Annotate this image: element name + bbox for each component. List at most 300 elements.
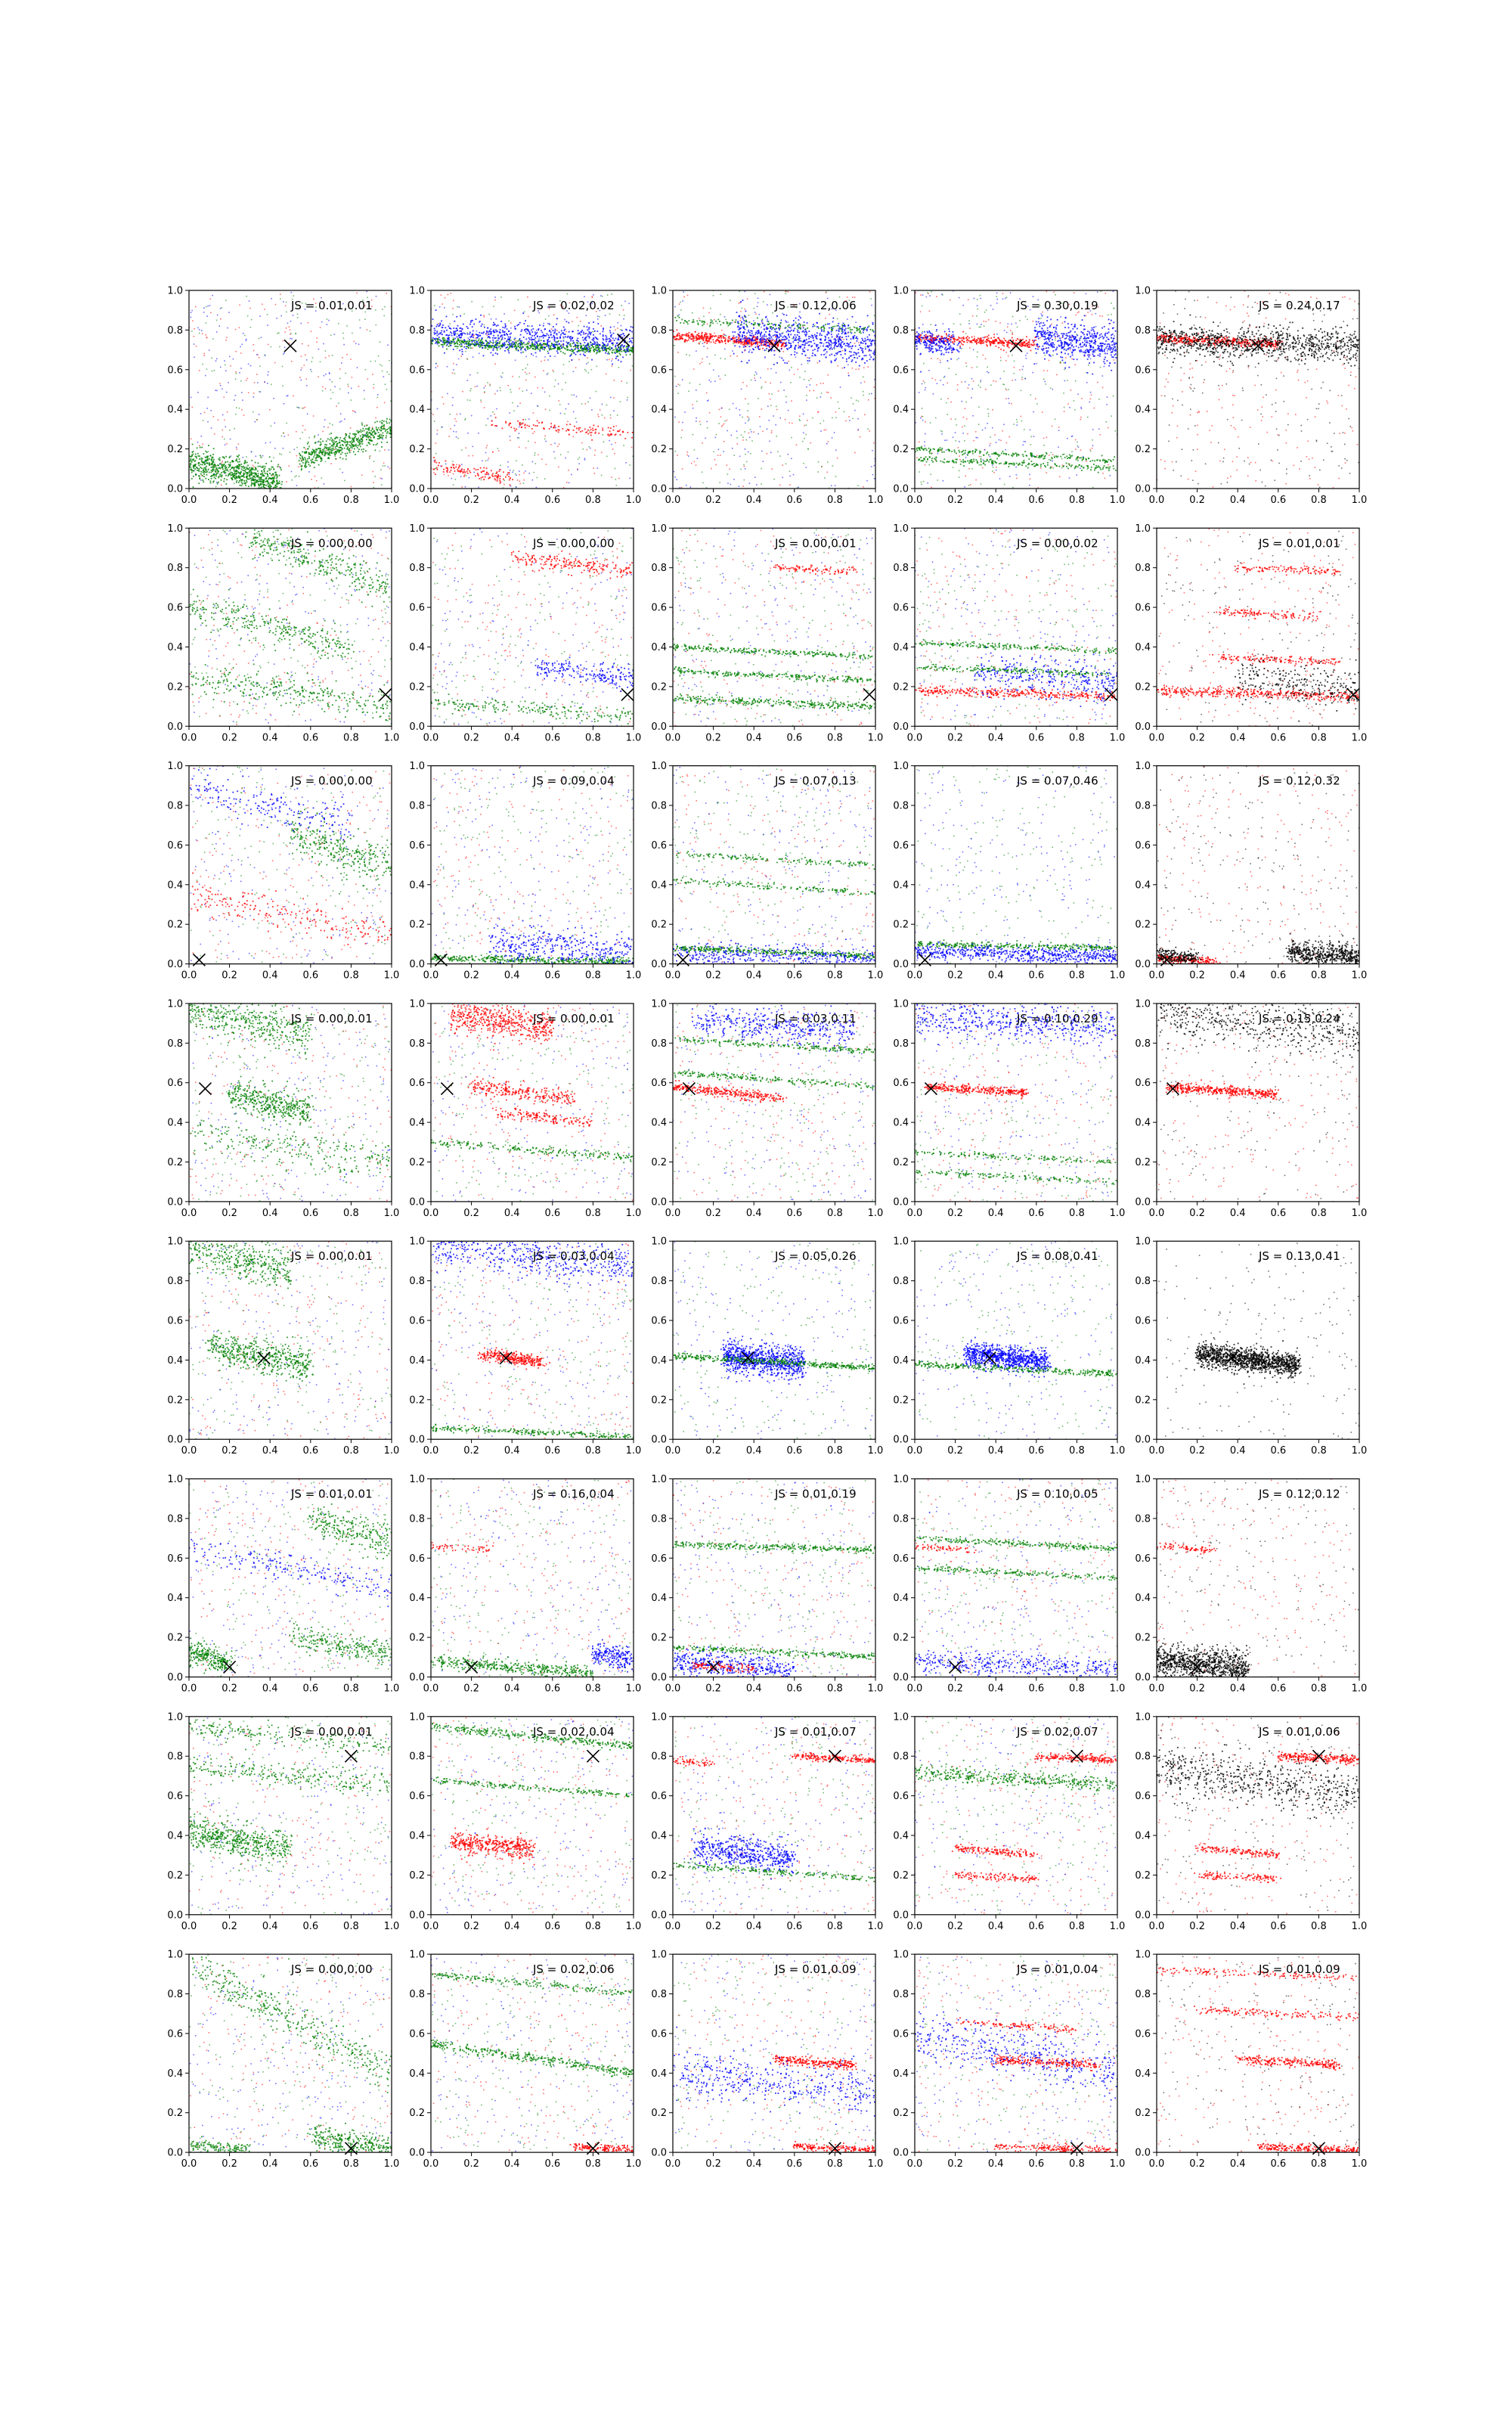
scatter-point [317, 337, 318, 339]
scatter-point [235, 371, 237, 373]
scatter-point [800, 340, 801, 342]
scatter-point [451, 345, 452, 346]
scatter-point [558, 426, 559, 427]
scatter-point [454, 338, 456, 340]
scatter-point [259, 338, 260, 340]
scatter-point [204, 464, 206, 465]
scatter-point [697, 458, 699, 459]
scatter-point [847, 318, 848, 320]
scatter-point [370, 330, 371, 332]
scatter-point [255, 473, 256, 474]
scatter-point [293, 296, 295, 297]
scatter-point [545, 441, 547, 442]
scatter-point [334, 454, 336, 455]
scatter-point [527, 329, 528, 330]
scatter-point [711, 337, 713, 338]
scatter-point [432, 414, 434, 415]
scatter-point [235, 351, 237, 352]
scatter-point [472, 320, 473, 321]
scatter-point [352, 447, 353, 448]
scatter-point [343, 438, 345, 439]
scatter-point [351, 442, 352, 444]
scatter-point [767, 406, 769, 408]
scatter-point [543, 325, 544, 327]
scatter-point [767, 318, 768, 320]
scatter-point [318, 464, 320, 466]
scatter-point [813, 390, 815, 392]
scatter-point [203, 307, 205, 309]
scatter-point [609, 313, 611, 315]
scatter-point [259, 391, 260, 392]
scatter-point [776, 372, 777, 374]
scatter-point [209, 305, 211, 306]
scatter-point [541, 340, 542, 341]
scatter-point [373, 384, 375, 386]
scatter-point [621, 351, 623, 352]
scatter-point [273, 458, 274, 459]
scatter-point [386, 423, 388, 424]
scatter-point [534, 335, 535, 337]
scatter-point [444, 337, 445, 339]
scatter-point [627, 341, 628, 343]
scatter-point [766, 350, 767, 352]
scatter-point [804, 438, 805, 439]
scatter-point [435, 363, 437, 365]
scatter-point [302, 465, 303, 467]
scatter-point [589, 430, 590, 432]
scatter-point [519, 322, 521, 324]
scatter-point [555, 341, 556, 343]
scatter-point [383, 315, 385, 317]
scatter-point [235, 378, 237, 380]
scatter-point [725, 339, 727, 340]
scatter-point [198, 475, 200, 476]
scatter-point [752, 344, 754, 346]
scatter-point [291, 292, 293, 293]
scatter-point [454, 343, 456, 344]
scatter-point [210, 312, 212, 314]
scatter-point [863, 395, 864, 396]
scatter-point [791, 367, 792, 368]
scatter-point [472, 455, 474, 457]
scatter-point [225, 444, 226, 445]
scatter-point [770, 452, 772, 454]
scatter-point [345, 437, 346, 439]
scatter-point [203, 312, 205, 313]
scatter-point [801, 331, 803, 333]
scatter-point [476, 386, 478, 387]
scatter-point [459, 330, 460, 332]
scatter-point [626, 330, 627, 331]
scatter-point [559, 444, 560, 445]
scatter-point [495, 318, 497, 320]
scatter-point [268, 344, 269, 346]
scatter-point [510, 412, 511, 414]
scatter-point [249, 470, 251, 471]
scatter-point [628, 351, 630, 352]
scatter-point [841, 337, 843, 338]
scatter-point [451, 293, 452, 294]
scatter-point [485, 452, 487, 454]
scatter-point [339, 437, 341, 439]
scatter-point [814, 349, 816, 350]
scatter-point [631, 447, 633, 448]
scatter-point [202, 475, 203, 476]
scatter-point [491, 331, 492, 333]
scatter-point [277, 476, 278, 477]
scatter-point [193, 476, 194, 477]
scatter-point [722, 425, 723, 427]
scatter-point [361, 432, 363, 433]
scatter-point [375, 450, 376, 451]
scatter-point [677, 352, 679, 353]
scatter-point [521, 427, 522, 428]
scatter-point [720, 358, 722, 359]
scatter-point [536, 346, 538, 347]
scatter-point [243, 333, 244, 334]
scatter-point [803, 414, 804, 415]
scatter-point [379, 429, 380, 430]
scatter-point [339, 389, 341, 390]
scatter-point [291, 471, 293, 473]
scatter-point [853, 403, 854, 405]
scatter-point [497, 480, 498, 482]
scatter-point [332, 424, 333, 426]
scatter-point [559, 404, 561, 405]
y-tick-label: 0.6 [409, 365, 425, 376]
scatter-point [214, 370, 215, 371]
scatter-point [617, 414, 618, 416]
scatter-point [236, 467, 237, 469]
scatter-point [500, 376, 502, 377]
scatter-point [319, 453, 321, 455]
scatter-point [453, 327, 454, 329]
scatter-point [760, 342, 761, 343]
scatter-point [720, 293, 721, 295]
scatter-point [696, 401, 698, 402]
scatter-point [619, 352, 621, 354]
scatter-point [785, 464, 787, 465]
scatter-point [500, 390, 501, 392]
scatter-point [739, 409, 741, 411]
scatter-point [762, 348, 764, 349]
scatter-point [522, 346, 524, 348]
scatter-point [330, 439, 331, 441]
scatter-point [524, 312, 525, 313]
scatter-point [736, 355, 738, 357]
scatter-point [333, 442, 334, 443]
scatter-point [316, 342, 318, 343]
y-tick-label: 0.4 [409, 405, 425, 416]
scatter-point [479, 478, 480, 479]
scatter-point [336, 448, 337, 450]
scatter-point [344, 480, 345, 482]
scatter-point [337, 437, 339, 439]
scatter-point [503, 484, 505, 486]
scatter-point [241, 482, 243, 483]
scatter-point [512, 472, 513, 473]
scatter-point [252, 469, 253, 470]
scatter-point [858, 429, 860, 430]
scatter-point [197, 442, 199, 443]
scatter-point [442, 327, 444, 328]
scatter-point [579, 427, 581, 429]
scatter-point [241, 479, 243, 481]
scatter-point [284, 352, 285, 354]
scatter-point [265, 473, 266, 474]
scatter-point [700, 341, 702, 343]
scatter-point [502, 330, 503, 331]
scatter-point [328, 320, 330, 321]
scatter-point [531, 392, 532, 394]
scatter-point [494, 324, 496, 325]
scatter-point [256, 374, 258, 375]
scatter-point [460, 414, 461, 415]
scatter-point [745, 291, 746, 293]
scatter-point [293, 315, 294, 316]
scatter-point [510, 470, 511, 471]
scatter-point [216, 358, 218, 360]
scatter-point [299, 476, 300, 477]
scatter-point [568, 451, 569, 453]
scatter-point [498, 337, 500, 339]
scatter-point [510, 345, 511, 346]
scatter-point [240, 352, 242, 354]
scatter-point [535, 463, 537, 464]
scatter-point [605, 352, 606, 354]
scatter-point [858, 352, 860, 354]
scatter-point [453, 340, 454, 341]
scatter-point [207, 460, 209, 461]
scatter-point [360, 446, 361, 448]
scatter-point [280, 467, 281, 469]
scatter-point [240, 476, 242, 477]
scatter-point [225, 300, 227, 302]
scatter-point [497, 448, 499, 449]
scatter-point [254, 484, 256, 486]
scatter-point [346, 444, 348, 445]
scatter-point [469, 400, 471, 402]
scatter-point [702, 442, 703, 444]
scatter-point [553, 330, 554, 331]
scatter-point [541, 330, 542, 331]
scatter-point [789, 476, 791, 477]
scatter-point [322, 431, 324, 433]
scatter-point [497, 324, 499, 326]
scatter-point [560, 340, 562, 342]
scatter-point [759, 342, 761, 343]
scatter-point [364, 318, 366, 320]
scatter-point [708, 312, 710, 314]
scatter-point [344, 442, 345, 443]
scatter-point [488, 474, 490, 476]
scatter-point [286, 423, 287, 424]
scatter-point [565, 334, 566, 335]
scatter-point [367, 297, 368, 299]
scatter-point [583, 334, 584, 335]
scatter-point [624, 438, 626, 439]
scatter-point [479, 335, 481, 337]
scatter-point [724, 358, 726, 360]
scatter-point [458, 470, 460, 472]
scatter-point [365, 434, 367, 436]
scatter-point [305, 465, 306, 467]
scatter-point [816, 346, 818, 347]
scatter-point [389, 419, 391, 420]
scatter-point [857, 418, 859, 420]
scatter-point [521, 347, 522, 349]
scatter-point [275, 304, 277, 306]
scatter-point [358, 448, 360, 450]
scatter-point [469, 477, 470, 479]
scatter-point [502, 327, 503, 328]
scatter-point [559, 332, 560, 334]
scatter-point [517, 437, 519, 439]
scatter-point [676, 386, 677, 387]
scatter-point [496, 408, 497, 410]
scatter-point [361, 424, 363, 426]
scatter-point [486, 447, 488, 448]
scatter-point [515, 473, 516, 475]
scatter-point [544, 347, 546, 349]
scatter-point [194, 461, 196, 462]
scatter-point [573, 430, 575, 431]
scatter-point [632, 432, 634, 433]
scatter-point [739, 342, 740, 343]
scatter-point [352, 333, 353, 334]
scatter-point [872, 474, 874, 476]
scatter-point [235, 460, 237, 461]
scatter-point [464, 343, 466, 345]
scatter-point [447, 470, 448, 471]
scatter-point [448, 294, 449, 296]
scatter-point [631, 349, 633, 351]
scatter-point [469, 334, 470, 335]
scatter-point [294, 476, 296, 478]
scatter-point [259, 479, 261, 480]
scatter-point [467, 332, 469, 334]
scatter-point [447, 366, 448, 368]
scatter-point [605, 315, 606, 316]
scatter-point [354, 341, 355, 343]
scatter-point [232, 474, 234, 476]
scatter-point [547, 323, 549, 324]
scatter-point [573, 371, 575, 373]
scatter-point [734, 340, 736, 342]
scatter-point [523, 473, 525, 474]
scatter-point [566, 342, 568, 343]
scatter-point [512, 376, 513, 377]
scatter-point [629, 349, 631, 351]
scatter-point [280, 299, 281, 300]
scatter-point [360, 430, 361, 431]
scatter-point [383, 435, 384, 436]
scatter-point [598, 347, 600, 349]
scatter-point [265, 442, 267, 444]
scatter-point [236, 407, 237, 408]
scatter-point [590, 398, 591, 399]
scatter-point [443, 469, 445, 470]
scatter-point [769, 346, 770, 348]
scatter-point [305, 448, 307, 450]
scatter-point [578, 340, 579, 342]
scatter-point [555, 427, 556, 429]
scatter-point [259, 315, 261, 317]
scatter-point [376, 427, 377, 428]
scatter-point [578, 427, 580, 429]
scatter-point [500, 321, 502, 322]
scatter-point [561, 330, 562, 331]
scatter-point [605, 348, 606, 349]
scatter-point [577, 338, 578, 340]
scatter-point [872, 324, 874, 325]
scatter-point [382, 423, 383, 424]
scatter-point [341, 420, 342, 422]
scatter-point [305, 451, 307, 452]
scatter-point [725, 319, 727, 321]
scatter-point [746, 386, 748, 387]
scatter-point [454, 321, 455, 322]
scatter-point [253, 344, 254, 346]
scatter-point [305, 458, 306, 460]
scatter-point [253, 473, 255, 474]
scatter-point [376, 324, 377, 326]
scatter-point [537, 477, 538, 479]
scatter-point [537, 332, 538, 334]
scatter-point [238, 455, 240, 456]
scatter-point [587, 329, 588, 330]
scatter-point [318, 441, 320, 442]
scatter-point [809, 341, 810, 343]
scatter-point [591, 359, 593, 361]
scatter-point [699, 384, 701, 386]
scatter-point [449, 334, 451, 336]
scatter-point [239, 466, 240, 467]
scatter-point [481, 471, 482, 473]
scatter-point [739, 320, 741, 321]
scatter-point [389, 468, 391, 470]
scatter-point [497, 479, 498, 480]
scatter-point [748, 330, 749, 331]
scatter-point [203, 469, 205, 470]
scatter-point [330, 398, 332, 399]
scatter-point [312, 458, 314, 460]
x-tick-label: 0.8 [343, 495, 359, 506]
subplot [167, 286, 399, 507]
scatter-point [773, 415, 774, 417]
scatter-point [865, 346, 866, 348]
scatter-point [485, 347, 486, 349]
scatter-point [713, 451, 714, 453]
scatter-point [681, 334, 683, 336]
scatter-point [682, 379, 683, 380]
scatter-point [461, 349, 463, 350]
scatter-point [783, 346, 785, 348]
scatter-point [593, 321, 594, 323]
scatter-point [739, 486, 740, 487]
scatter-point [495, 479, 497, 481]
scatter-point [206, 369, 208, 371]
scatter-point [702, 343, 704, 344]
scatter-point [279, 475, 280, 476]
scatter-point [743, 326, 745, 327]
subplot [651, 286, 883, 507]
scatter-point [578, 359, 580, 361]
scatter-point [572, 340, 574, 342]
scatter-point [522, 352, 524, 353]
scatter-point [258, 466, 259, 467]
scatter-point [308, 322, 309, 324]
